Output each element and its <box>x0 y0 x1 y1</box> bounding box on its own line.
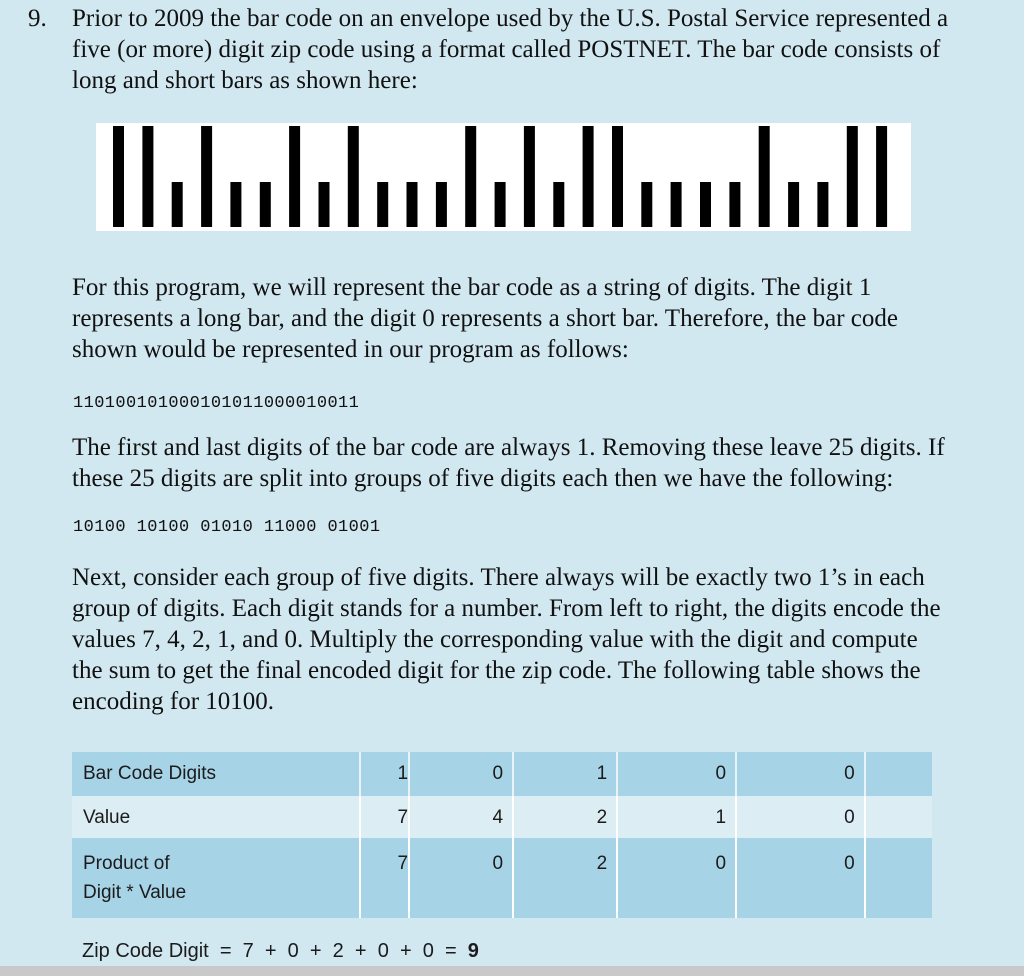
long-bar <box>201 126 212 227</box>
row-label: Value <box>72 796 360 838</box>
short-bar <box>172 182 183 227</box>
table-cell: 4 <box>409 796 513 838</box>
short-bar <box>671 182 682 227</box>
short-bar <box>377 182 388 227</box>
intro-text: Prior to 2009 the bar code on an envelope used by the U.S. Postal Service represented a five (or more) digit zip code using a format called POSTNET. The bar code consists of long and short bars as shown here: <box>72 5 949 94</box>
short-bar <box>260 182 271 227</box>
short-bar <box>729 182 740 227</box>
long-bar <box>289 126 300 227</box>
table-row <box>72 838 932 918</box>
short-bar <box>553 182 564 227</box>
short-bar <box>436 182 447 227</box>
encoding-table <box>72 752 932 918</box>
problem-intro <box>28 3 952 96</box>
long-bar <box>583 126 594 227</box>
long-bar <box>759 126 770 227</box>
postnet-barcode <box>96 123 911 231</box>
table-cell: 0 <box>736 752 865 796</box>
table-cell: 0 <box>617 838 736 918</box>
row-label: Bar Code Digits <box>72 752 360 796</box>
table-cell: 0 <box>409 752 513 796</box>
long-bar <box>524 126 535 227</box>
long-bar <box>465 126 476 227</box>
digit-groups: 10100 10100 01010 11000 01001 <box>73 518 381 537</box>
row-label: Product of Digit * Value <box>72 838 360 918</box>
short-bar <box>700 182 711 227</box>
barcode-graphic <box>96 123 911 231</box>
barcode-digit-string: 110100101000101011000010011 <box>73 394 360 413</box>
table-cell: 0 <box>736 838 865 918</box>
representation-paragraph: For this program, we will represent the bar code as a string of digits. The digit 1 represents a long bar, and the digit 0 represents a short bar. Therefore, the bar code shown would be represented in our program as follows: <box>72 274 899 363</box>
zip-expression: Zip Code Digit = 7 + 0 + 2 + 0 + 0 = <box>82 940 468 962</box>
short-bar <box>788 182 799 227</box>
encoding-paragraph: Next, consider each group of five digits. There always will be exactly two 1’s in each group of digits. Each digit stands for a number. From left to right, the digits encode the values 7, 4, 2, 1, and 0. Multiply the corresponding value with the digit and compute the sum to get the final encoded digit for the zip code. The following table shows the encoding for 10100. <box>72 564 941 715</box>
short-bar <box>230 182 241 227</box>
table-cell: 1 <box>617 796 736 838</box>
short-bar <box>495 182 506 227</box>
page-bottom-edge <box>0 966 1024 976</box>
long-bar <box>847 126 858 227</box>
short-bar <box>407 182 418 227</box>
table-row <box>72 796 932 838</box>
long-bar <box>348 126 359 227</box>
table-cell: 2 <box>513 796 617 838</box>
table-cell: 1 <box>513 752 617 796</box>
table-cell: 0 <box>736 796 865 838</box>
split-paragraph: The first and last digits of the bar code are always 1. Removing these leave 25 digits. If these 25 digits are split into groups of five digits each then we have the following: <box>72 434 945 492</box>
short-bar <box>319 182 330 227</box>
table-cell: 0 <box>617 752 736 796</box>
zip-result: 9 <box>467 940 479 962</box>
zip-code-digit-equation <box>82 940 479 963</box>
table-cell: 7 <box>360 838 410 918</box>
table-cell: 7 <box>360 796 410 838</box>
long-bar <box>876 126 887 227</box>
short-bar <box>641 182 652 227</box>
long-bar <box>142 126 153 227</box>
table-row <box>72 752 932 796</box>
table-cell: 0 <box>409 838 513 918</box>
table-cell: 2 <box>513 838 617 918</box>
problem-number: 9. <box>28 5 47 32</box>
short-bar <box>817 182 828 227</box>
long-bar <box>113 126 124 227</box>
table-cell: 1 <box>360 752 410 796</box>
long-bar <box>612 126 623 227</box>
